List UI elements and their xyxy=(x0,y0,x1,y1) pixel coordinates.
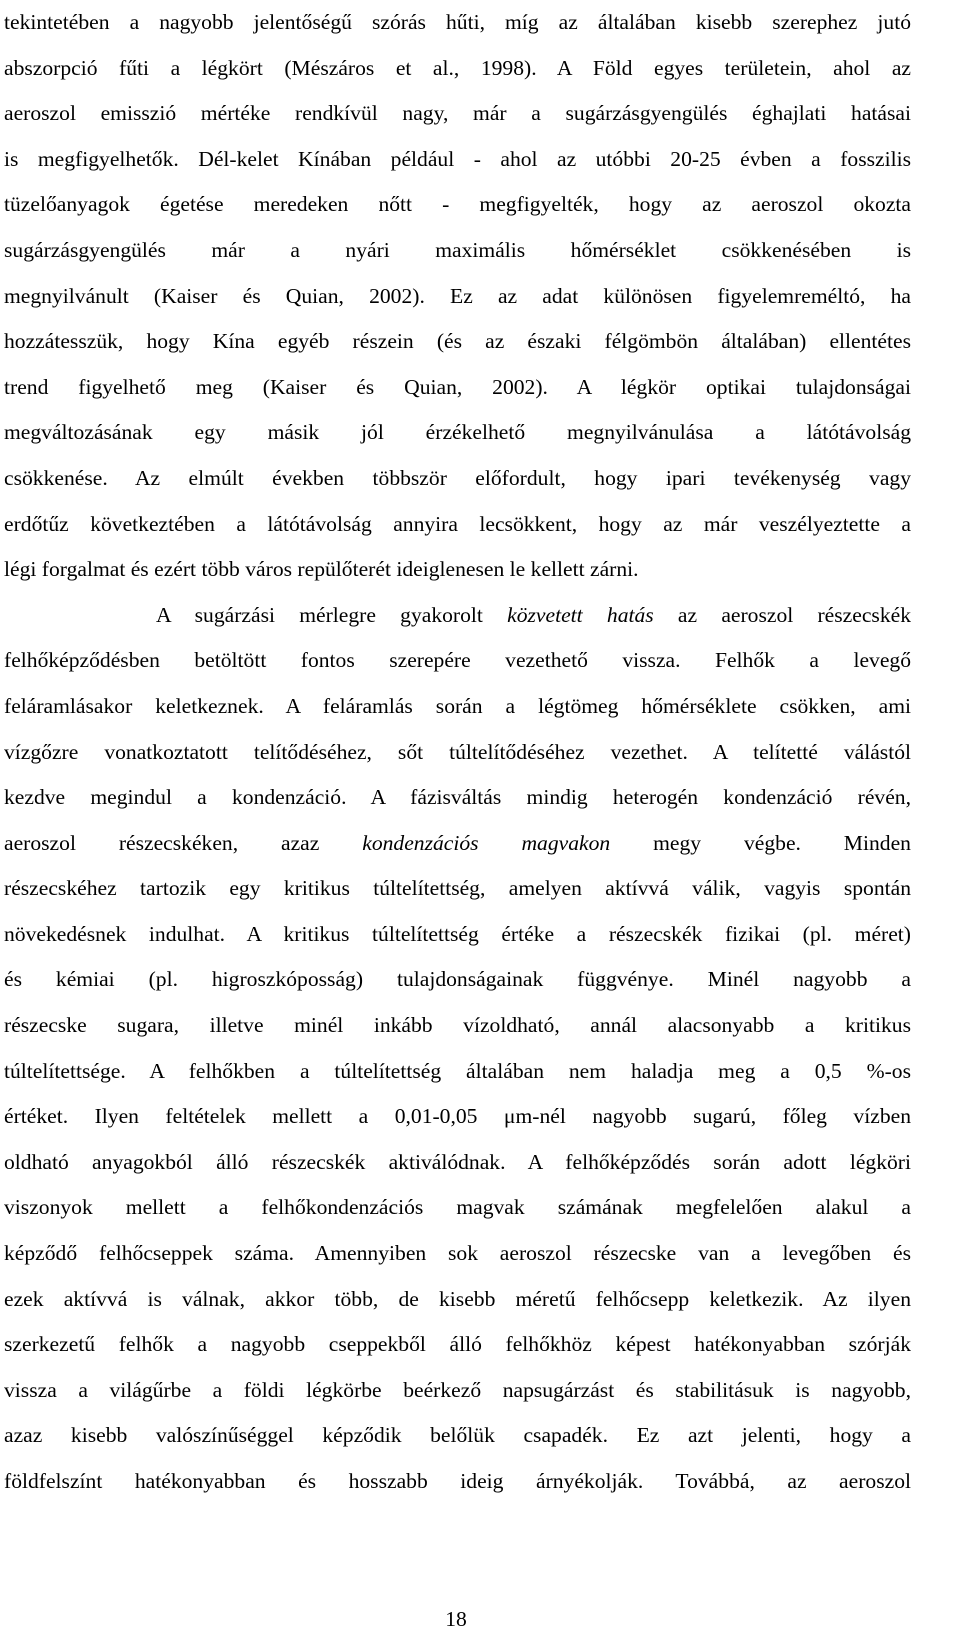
text-line: trend figyelhető meg (Kaiser és Quian, 2002). A légkör optikai tulajdonságai xyxy=(4,374,911,399)
text-line: csökkenése. Az elmúlt években többször előfordult, hogy ipari tevékenység vagy xyxy=(4,465,911,490)
text-line: aeroszol emisszió mértéke rendkívül nagy, már a sugárzásgyengülés éghajlati hatásai xyxy=(4,101,911,126)
text-line: megváltozásának egy másik jól érzékelhető megnyilvánulása a látótávolság xyxy=(4,420,911,445)
text-line: értéket. Ilyen feltételek mellett a 0,01-0,05 μm-nél nagyobb sugarú, főleg vízben xyxy=(4,1104,911,1129)
text-line: légi forgalmat és ezért több város repülőterét ideiglenesen le kellett zárni. xyxy=(4,557,639,582)
text-line: viszonyok mellett a felhőkondenzációs magvak számának megfelelően alakul a xyxy=(4,1195,911,1220)
text-line: tekintetében a nagyobb jelentőségű szórás hűti, míg az általában kisebb szerephez jutó xyxy=(4,10,911,34)
text-line: hozzátesszük, hogy Kína egyéb részein (és az északi félgömbön általában) ellentétes xyxy=(4,329,911,354)
text-line: oldható anyagokból álló részecskék aktiválódnak. A felhőképződés során adott légköri xyxy=(4,1149,911,1174)
text-line: megnyilvánult (Kaiser és Quian, 2002). Ez az adat különösen figyelemreméltó, ha xyxy=(4,283,911,308)
text-line: vízgőzre vonatkoztatott telítődéséhez, sőt túltelítődéséhez vezethet. A telítetté válástól xyxy=(4,739,911,764)
text-line: ezek aktívvá is válnak, akkor több, de kisebb méretű felhőcsepp keletkezik. Az ilyen xyxy=(4,1286,911,1311)
text-line: azaz kisebb valószínűséggel képződik belőlük csapadék. Ez azt jelenti, hogy a xyxy=(4,1423,911,1448)
text-line: képződő felhőcseppek száma. Amennyiben sok aeroszol részecske van a levegőben és xyxy=(4,1241,911,1266)
text-line xyxy=(4,593,911,639)
text-line: is megfigyelhetők. Dél-kelet Kínában például - ahol az utóbbi 20-25 évben a fosszilis xyxy=(4,146,911,171)
text-line: erdőtűz következtében a látótávolság annyira lecsökkent, hogy az már veszélyeztette a xyxy=(4,511,911,536)
text-line: sugárzásgyengülés már a nyári maximális hőmérséklet csökkenésében is xyxy=(4,237,911,262)
emphasis-text: kondenzációs magvakon xyxy=(362,830,611,855)
text-line: földfelszínt hatékonyabban és hosszabb ideig árnyékolják. Továbbá, az aeroszol xyxy=(4,1469,911,1493)
text-line: szerkezetű felhők a nagyobb cseppekből álló felhőkhöz képest hatékonyabban szórják xyxy=(4,1332,911,1357)
text-line: kezdve megindul a kondenzáció. A fázisváltás mindig heterogén kondenzáció révén, xyxy=(4,785,911,810)
text-line: feláramlásakor keletkeznek. A feláramlás során a légtömeg hőmérséklete csökken, ami xyxy=(4,693,911,718)
body-text xyxy=(4,0,911,1505)
text-line: részecskéhez tartozik egy kritikus túltelítettség, amelyen aktívvá válik, vagyis spontán xyxy=(4,876,911,901)
text-line: túltelítettsége. A felhőkben a túltelítettség általában nem haladja meg a 0,5 %-os xyxy=(4,1058,911,1083)
paragraph-2 xyxy=(4,593,911,1505)
text-line: abszorpció fűti a légkört (Mészáros et al., 1998). A Föld egyes területein, ahol az xyxy=(4,55,911,80)
text-line: részecske sugara, illetve minél inkább vízoldható, annál alacsonyabb a kritikus xyxy=(4,1013,911,1038)
text-line: és kémiai (pl. higroszkóposság) tulajdonságainak függvénye. Minél nagyobb a xyxy=(4,967,911,992)
text-line: felhőképződésben betöltött fontos szerepére vezethető vissza. Felhők a levegő xyxy=(4,648,911,673)
text-line: vissza a világűrbe a földi légkörbe beérkező napsugárzást és stabilitásuk is nagyobb, xyxy=(4,1377,911,1402)
page-number: 18 xyxy=(445,1607,467,1631)
emphasis-text: közvetett hatás xyxy=(507,602,654,627)
text-span: aeroszol részecskéken, azaz xyxy=(4,830,363,855)
text-span: megy végbe. Minden xyxy=(610,830,911,855)
text-line: növekedésnek indulhat. A kritikus túltelítettség értéke a részecskék fizikai (pl. méret) xyxy=(4,921,911,946)
text-line: tüzelőanyagok égetése meredeken nőtt - megfigyelték, hogy az aeroszol okozta xyxy=(4,192,911,217)
paragraph-1 xyxy=(4,0,911,593)
text-span: A sugárzási mérlegre gyakorolt xyxy=(156,602,508,627)
text-span: az aeroszol részecskék xyxy=(653,602,911,627)
text-line xyxy=(4,821,911,867)
